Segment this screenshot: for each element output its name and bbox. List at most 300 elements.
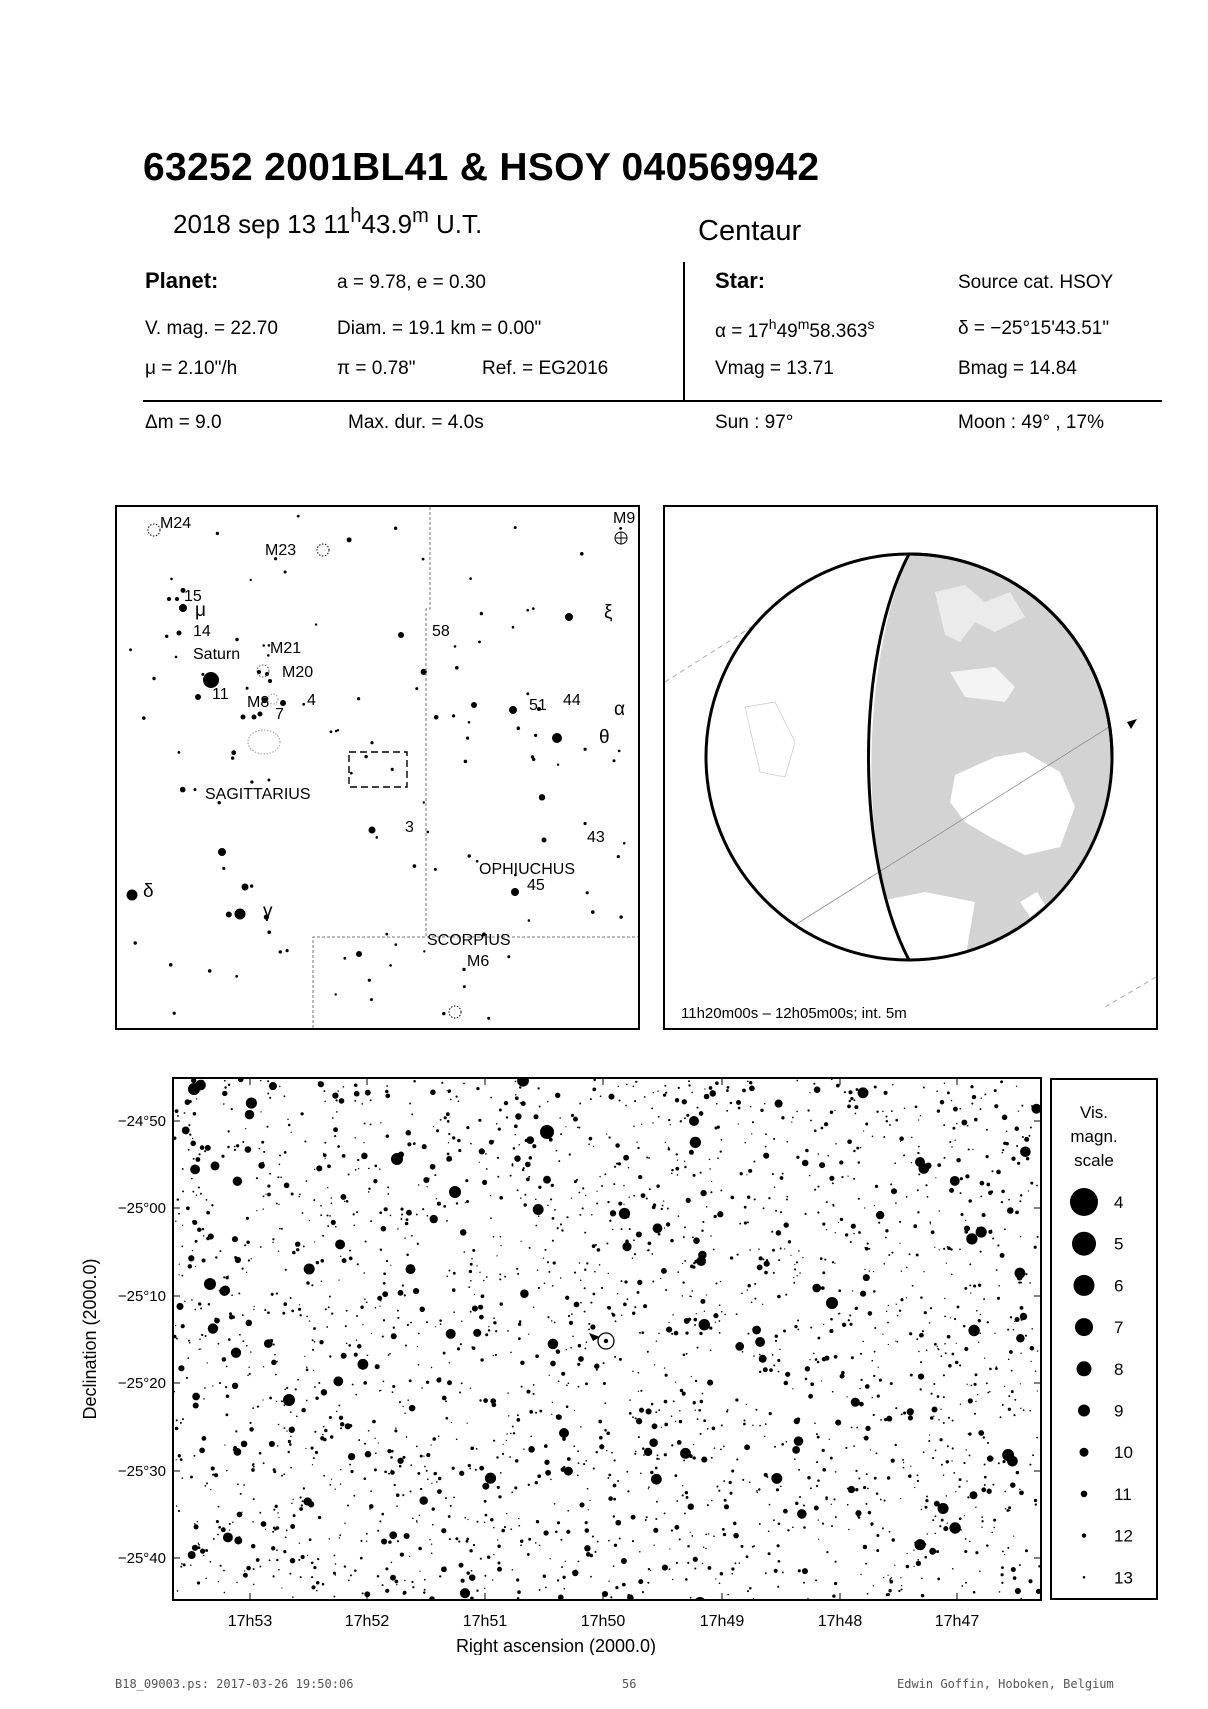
chart-star (993, 1527, 994, 1528)
chart-star (899, 1136, 904, 1141)
chart-star (488, 1326, 489, 1327)
chart-star (894, 1162, 896, 1164)
finder-label-21: 43 (587, 829, 605, 846)
chart-star (929, 1548, 936, 1555)
chart-star (406, 1130, 412, 1136)
chart-star (446, 1090, 447, 1091)
chart-star (420, 1455, 423, 1458)
chart-star (524, 1194, 526, 1196)
chart-star (906, 1297, 907, 1298)
chart-star (658, 1333, 660, 1335)
chart-star (574, 1302, 580, 1308)
chart-star (972, 1149, 973, 1150)
legend-mag-label-12: 12 (1114, 1526, 1133, 1546)
chart-star (200, 1348, 201, 1349)
chart-star (965, 1582, 967, 1584)
chart-star (1023, 1409, 1025, 1411)
chart-star (311, 1284, 313, 1286)
chart-star (834, 1355, 838, 1359)
chart-star (774, 1446, 776, 1448)
chart-star (532, 1144, 536, 1148)
chart-star (333, 1572, 336, 1575)
chart-star (963, 1462, 965, 1464)
chart-star (885, 1115, 887, 1117)
chart-star (679, 1538, 681, 1540)
chart-star (947, 1445, 949, 1447)
chart-star (409, 1405, 416, 1412)
chart-star (708, 1533, 709, 1534)
chart-star (939, 1525, 941, 1527)
chart-star (918, 1374, 924, 1380)
chart-star (514, 1124, 518, 1128)
chart-star (753, 1355, 755, 1357)
chart-star (431, 1367, 432, 1368)
chart-star (301, 1408, 306, 1413)
chart-star (311, 1561, 314, 1564)
chart-star (830, 1110, 834, 1114)
y-axis-label: Declination (2000.0) (80, 1258, 100, 1420)
chart-star (292, 1427, 294, 1429)
chart-star (500, 1472, 502, 1474)
chart-star (784, 1222, 789, 1227)
chart-star (324, 1142, 326, 1144)
chart-star (668, 1148, 671, 1151)
chart-star (273, 1575, 275, 1577)
chart-star (757, 1492, 758, 1493)
chart-star (498, 1562, 501, 1565)
chart-star (316, 1261, 319, 1264)
chart-star (822, 1523, 824, 1525)
chart-star (818, 1153, 819, 1154)
chart-star (325, 1308, 327, 1310)
chart-star (810, 1326, 812, 1328)
chart-star (747, 1284, 750, 1287)
chart-star (201, 1334, 203, 1336)
chart-star (278, 1517, 279, 1518)
chart-star (217, 1534, 219, 1536)
chart-star (981, 1098, 982, 1099)
chart-star (890, 1183, 892, 1185)
chart-star (333, 1554, 335, 1556)
chart-star (618, 1086, 620, 1088)
chart-star (324, 1101, 326, 1103)
chart-star (470, 1388, 471, 1389)
chart-star (248, 1367, 249, 1368)
chart-star (205, 1335, 207, 1337)
chart-star (265, 1194, 266, 1195)
chart-star (561, 1467, 566, 1472)
chart-star (412, 1518, 414, 1520)
chart-star (449, 1538, 451, 1540)
chart-star (315, 1451, 318, 1454)
chart-star (733, 1522, 737, 1526)
chart-star (588, 1329, 590, 1331)
chart-star (692, 1236, 694, 1238)
chart-star (470, 1143, 472, 1145)
chart-star (446, 1112, 450, 1116)
chart-star (557, 1415, 562, 1420)
chart-star (178, 1213, 180, 1215)
chart-star (889, 1579, 891, 1581)
chart-star (821, 1127, 824, 1130)
chart-star (765, 1133, 767, 1135)
chart-star (876, 1452, 878, 1454)
chart-star (867, 1243, 869, 1245)
chart-star (267, 1185, 270, 1188)
chart-star (256, 1210, 257, 1211)
chart-star (184, 1301, 186, 1303)
chart-star (520, 1241, 521, 1242)
chart-star (908, 1474, 912, 1478)
chart-star (582, 1207, 584, 1209)
chart-star (579, 1502, 584, 1507)
chart-star (964, 1550, 967, 1553)
chart-star (1031, 1104, 1041, 1114)
chart-star (400, 1218, 402, 1220)
chart-star (416, 1521, 417, 1522)
chart-star (566, 1297, 568, 1299)
chart-star (364, 1123, 366, 1125)
chart-star (623, 1303, 627, 1307)
chart-star (943, 1396, 945, 1398)
chart-star (1002, 1550, 1004, 1552)
chart-star (524, 1203, 527, 1206)
chart-star (490, 1097, 492, 1099)
chart-star (856, 1147, 859, 1150)
chart-star (426, 1470, 428, 1472)
chart-star (947, 1335, 951, 1339)
chart-star (448, 1270, 450, 1272)
chart-star (184, 1112, 186, 1114)
chart-star (595, 1551, 597, 1553)
chart-star (687, 1545, 690, 1548)
chart-star (596, 1191, 597, 1192)
chart-star (375, 1364, 380, 1369)
chart-star (214, 1473, 218, 1477)
chart-star (248, 1259, 250, 1261)
chart-star (340, 1256, 341, 1257)
chart-star (518, 1518, 520, 1520)
chart-star (693, 1444, 694, 1445)
chart-star (736, 1313, 738, 1315)
finder-label-24: δ (143, 881, 154, 902)
chart-star (590, 1302, 592, 1304)
chart-star (643, 1304, 647, 1308)
chart-star (741, 1545, 744, 1548)
chart-star (901, 1585, 902, 1586)
chart-star (566, 1216, 568, 1218)
chart-star (863, 1130, 864, 1131)
chart-star (339, 1416, 343, 1420)
chart-star (646, 1198, 648, 1200)
chart-star (966, 1233, 977, 1244)
chart-star (314, 1386, 316, 1388)
planet-parallax: π = 0.78" (337, 358, 416, 379)
chart-star (779, 1349, 780, 1350)
chart-star (956, 1158, 960, 1162)
chart-star (370, 1490, 372, 1492)
chart-star (192, 1191, 194, 1193)
chart-star (984, 1484, 986, 1486)
chart-star (860, 1094, 862, 1096)
chart-star (436, 1129, 439, 1132)
chart-star (528, 1446, 535, 1453)
finder-star (267, 779, 270, 782)
chart-star (544, 1444, 548, 1448)
finder-named-star-4 (195, 694, 201, 700)
chart-star (1010, 1316, 1012, 1318)
chart-star (269, 1441, 275, 1447)
chart-star (419, 1496, 428, 1505)
chart-star (937, 1346, 938, 1347)
chart-star (586, 1341, 588, 1343)
chart-star (423, 1177, 429, 1183)
chart-star (484, 1500, 487, 1503)
chart-star (366, 1302, 368, 1304)
chart-star (306, 1369, 309, 1372)
chart-star (493, 1236, 495, 1238)
chart-star (647, 1582, 649, 1584)
chart-star (854, 1105, 858, 1109)
chart-star (884, 1500, 886, 1502)
chart-star (685, 1578, 688, 1581)
constellation-boundary-sco (313, 937, 638, 1028)
chart-star (594, 1271, 596, 1273)
chart-star (466, 1200, 469, 1203)
chart-star (947, 1523, 948, 1524)
chart-star (710, 1349, 712, 1351)
chart-star (497, 1539, 498, 1540)
chart-star (556, 1150, 558, 1152)
chart-star (364, 1443, 366, 1445)
x-tick-label-5: 17h48 (817, 1613, 863, 1630)
chart-star (1030, 1346, 1035, 1351)
finder-label-7: M21 (270, 640, 302, 657)
chart-star (221, 1527, 226, 1532)
chart-star (504, 1526, 506, 1528)
minute-unit: m (412, 205, 429, 227)
chart-star (497, 1545, 500, 1548)
chart-star (792, 1117, 794, 1119)
legend-title-line1: Vis. (1079, 1103, 1109, 1122)
finder-star (194, 788, 197, 791)
chart-star (948, 1364, 952, 1368)
chart-star (178, 1454, 181, 1457)
chart-star (621, 1228, 623, 1230)
chart-star (632, 1371, 633, 1372)
chart-star (241, 1445, 243, 1447)
chart-star (983, 1298, 985, 1300)
chart-star (223, 1570, 225, 1572)
chart-star (436, 1198, 437, 1199)
chart-star (668, 1119, 670, 1121)
chart-star (281, 1475, 283, 1477)
chart-star (961, 1585, 963, 1587)
chart-star (526, 1178, 530, 1182)
chart-star (648, 1249, 650, 1251)
chart-star (713, 1535, 715, 1537)
chart-star (577, 1474, 579, 1476)
chart-star (944, 1298, 945, 1299)
chart-star (291, 1310, 294, 1313)
chart-star (211, 1204, 213, 1206)
finder-star (173, 1012, 176, 1015)
chart-star (929, 1434, 930, 1435)
chart-star (244, 1244, 246, 1246)
chart-star (232, 1236, 238, 1242)
chart-star (639, 1332, 641, 1334)
chart-star (943, 1422, 945, 1424)
chart-star (653, 1223, 663, 1233)
chart-star (1013, 1414, 1015, 1416)
chart-star (592, 1244, 596, 1248)
finder-star (466, 737, 469, 740)
chart-star (367, 1354, 369, 1356)
chart-star (204, 1150, 206, 1152)
chart-star (619, 1538, 621, 1540)
chart-star (771, 1473, 782, 1484)
legend-mag-dot-5 (1072, 1232, 1096, 1256)
chart-star (279, 1228, 281, 1230)
chart-star (796, 1156, 799, 1159)
chart-star (551, 1414, 552, 1415)
chart-star (865, 1563, 867, 1565)
star-dec: δ = −25°15'43.51" (958, 318, 1110, 339)
finder-named-star-6 (252, 715, 257, 720)
chart-star (805, 1213, 807, 1215)
hour-unit: h (350, 205, 362, 227)
target-star (604, 1339, 608, 1343)
chart-star (986, 1129, 988, 1131)
chart-star (591, 1214, 593, 1216)
chart-star (618, 1202, 622, 1206)
chart-star (960, 1177, 963, 1180)
chart-star (646, 1516, 648, 1518)
chart-star (925, 1184, 927, 1186)
chart-star (544, 1282, 546, 1284)
chart-star (851, 1427, 853, 1429)
chart-star (720, 1150, 722, 1152)
chart-star (527, 1553, 530, 1556)
chart-star (909, 1332, 912, 1335)
chart-star (304, 1356, 305, 1357)
chart-star (926, 1496, 928, 1498)
chart-star (663, 1093, 666, 1096)
chart-star (299, 1304, 300, 1305)
chart-star (521, 1101, 526, 1106)
chart-star (273, 1509, 275, 1511)
finder-star (370, 998, 373, 1001)
chart-star (780, 1211, 782, 1213)
chart-star (898, 1590, 900, 1592)
chart-star (407, 1324, 409, 1326)
chart-star (561, 1372, 565, 1376)
chart-star (253, 1568, 255, 1570)
chart-star (554, 1322, 556, 1324)
chart-star (918, 1173, 920, 1175)
chart-star (749, 1481, 751, 1483)
chart-star (686, 1353, 688, 1355)
chart-star (1013, 1535, 1014, 1536)
chart-star (456, 1202, 458, 1204)
chart-star (986, 1155, 989, 1158)
chart-star (199, 1338, 201, 1340)
chart-star (929, 1322, 931, 1324)
finder-star (442, 1012, 445, 1015)
chart-star (805, 1366, 810, 1371)
chart-star (769, 1368, 773, 1372)
chart-star (839, 1313, 841, 1315)
chart-star (675, 1421, 676, 1422)
finder-label-27: M6 (467, 953, 490, 970)
chart-star (768, 1552, 771, 1555)
chart-star (385, 1589, 389, 1593)
chart-star (638, 1579, 643, 1584)
chart-star (513, 1432, 515, 1434)
chart-star (949, 1141, 951, 1143)
chart-star (965, 1220, 966, 1221)
chart-star (251, 1544, 256, 1549)
chart-star (1030, 1126, 1032, 1128)
chart-star (794, 1436, 804, 1446)
chart-star (560, 1277, 562, 1279)
chart-star (968, 1325, 979, 1336)
chart-star (570, 1347, 572, 1349)
chart-star (319, 1340, 323, 1344)
chart-star (891, 1459, 895, 1463)
chart-star (198, 1542, 199, 1543)
chart-star (493, 1440, 495, 1442)
chart-star (211, 1161, 220, 1170)
chart-star (448, 1091, 450, 1093)
chart-star (653, 1203, 656, 1206)
chart-star (674, 1474, 677, 1477)
chart-star (413, 1288, 419, 1294)
chart-star (710, 1235, 711, 1236)
chart-star (1004, 1491, 1006, 1493)
finder-named-star-20 (511, 888, 519, 896)
chart-star (787, 1141, 789, 1143)
legend-mag-label-13: 13 (1114, 1568, 1133, 1588)
chart-star (1014, 1268, 1025, 1279)
finder-star (619, 527, 622, 530)
chart-star (682, 1485, 683, 1486)
chart-star (584, 1545, 590, 1551)
chart-star (277, 1176, 279, 1178)
chart-star (1017, 1162, 1020, 1165)
chart-star (928, 1440, 930, 1442)
chart-star (754, 1198, 756, 1200)
chart-star (324, 1158, 325, 1159)
chart-star (1035, 1503, 1037, 1505)
chart-star (824, 1259, 826, 1261)
chart-star (773, 1272, 775, 1274)
chart-star (973, 1591, 976, 1594)
chart-star (932, 1407, 938, 1413)
finder-label-4: μ (195, 600, 206, 621)
chart-star (190, 1141, 196, 1147)
chart-star (637, 1291, 640, 1294)
chart-star (440, 1119, 442, 1121)
chart-star (529, 1156, 533, 1160)
chart-star (1015, 1588, 1021, 1594)
chart-star (866, 1503, 868, 1505)
chart-star (295, 1242, 300, 1247)
chart-star (975, 1506, 976, 1507)
chart-star (609, 1220, 611, 1222)
chart-star (411, 1113, 413, 1115)
chart-star (256, 1558, 260, 1562)
